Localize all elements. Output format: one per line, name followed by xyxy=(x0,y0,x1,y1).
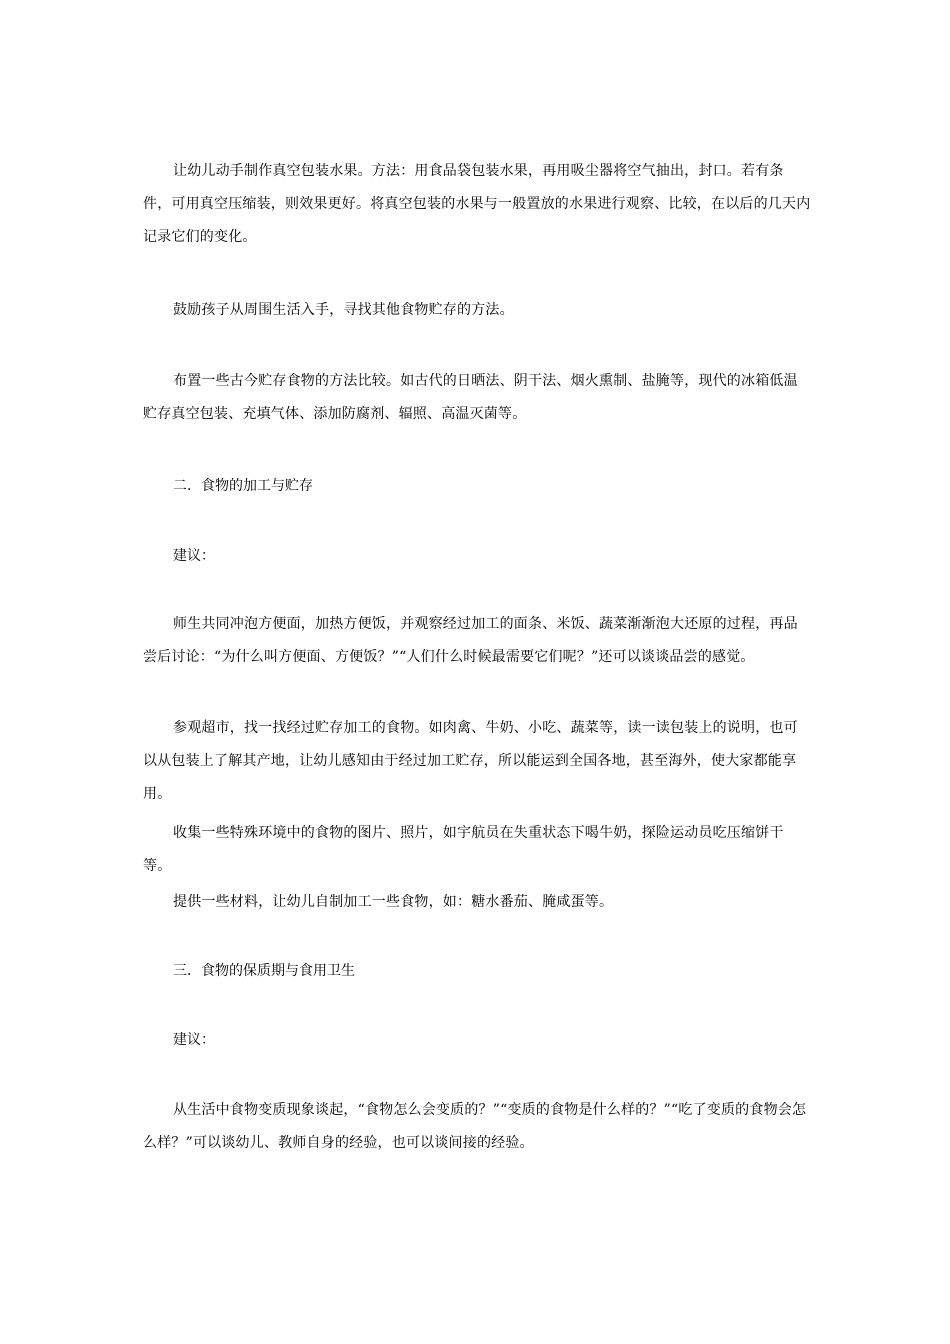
paragraph-instant-noodles: 师生共同冲泡方便面，加热方便饭，并观察经过加工的面条、米饭、蔬菜渐渐泡大还原的过程，再品尝后讨论：“为什么叫方便面、方便饭？”“人们什么时候最需要它们呢？”还可以谈谈品尝的感觉。 xyxy=(143,616,798,665)
suggestion-label: 建议： xyxy=(173,548,215,564)
section-heading-shelf-life-hygiene: 三．食物的保质期与食用卫生 xyxy=(173,963,355,979)
paragraph-vacuum-fruit: 让幼儿动手制作真空包装水果。方法：用食品袋包装水果，再用吸尘器将空气抽出，封口。若有条件，可用真空压缩装，则效果更好。将真空包装的水果与一般置放的水果进行观察、比较，在以后的几天内记录它们的变化。 xyxy=(143,163,811,245)
paragraph-supermarket-visit: 参观超市，找一找经过贮存加工的食物。如肉禽、牛奶、小吃、蔬菜等，读一读包装上的说明，也可以从包装上了解其产地，让幼儿感知由于经过加工贮存，所以能运到全国各地，甚至海外，使大家都能享用。 xyxy=(143,720,798,802)
paragraph-food-spoilage: 从生活中食物变质现象谈起，“食物怎么会变质的？”“变质的食物是什么样的？”“吃了变质的食物会怎么样？”可以谈幼儿、教师自身的经验，也可以谈间接的经验。 xyxy=(143,1102,807,1151)
paragraph-encourage-storage: 鼓励孩子从周围生活入手，寻找其他食物贮存的方法。 xyxy=(173,302,514,318)
section-heading-processing-storage: 二．食物的加工与贮存 xyxy=(173,478,313,494)
paragraph-ancient-modern-storage: 布置一些古今贮存食物的方法比较。如古代的日晒法、阴干法、烟火熏制、盐腌等，现代的冰箱低温贮存真空包装、充填气体、添加防腐剂、辐照、高温灭菌等。 xyxy=(143,373,798,422)
paragraph-homemade-food: 提供一些材料，让幼儿自制加工一些食物，如：糖水番茄、腌咸蛋等。 xyxy=(173,894,614,910)
paragraph-special-food-pictures: 收集一些特殊环境中的食物的图片、照片，如宇航员在失重状态下喝牛奶，探险运动员吃压缩饼干等。 xyxy=(143,825,784,874)
suggestion-label: 建议： xyxy=(173,1032,215,1048)
